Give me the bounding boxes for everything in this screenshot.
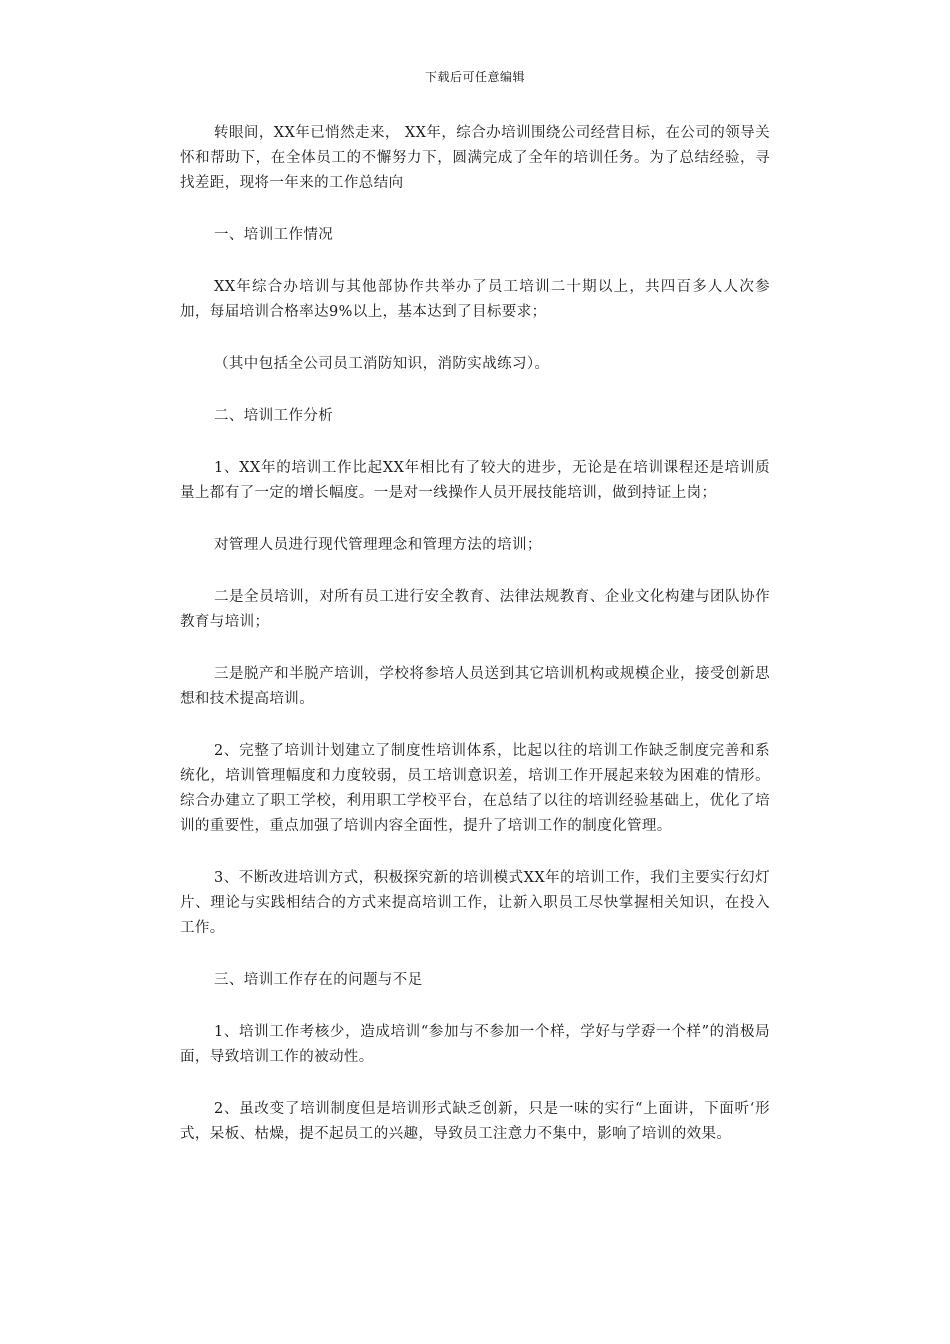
paragraph: 2、完整了培训计划建立了制度性培训体系，比起以往的培训工作缺乏制度完善和系统化，培训管理幅度和力度较弱，员工培训意识差，培训工作开展起来较为困难的情形。综合办建立了职工学校，利用职工学校平台，在总结了以往的培训经验基础上，优化了培训的重要性，重点加强了培训内容全面性，提升了培训工作的制度化管理。 (180, 743, 770, 834)
paragraph: 二是全员培训，对所有员工进行安全教育、法律法规教育、企业文化构建与团队协作教育与培训； (180, 589, 770, 630)
intro-paragraph: 转眼间，XX年已悄然走来， XX年，综合办培训围绕公司经营目标，在公司的领导关怀和帮助下，在全体员工的不懈努力下，圆满完成了全年的培训任务。为了总结经验，寻找差距，现将一年来的工作总结向 (180, 125, 770, 191)
paragraph: XX年综合办培训与其他部协作共举办了员工培训二十期以上，共四百多人人次参加，每届培训合格率达9%以上，基本达到了目标要求； (180, 279, 770, 320)
paragraph: 3、不断改进培训方式，积极探究新的培训模式XX年的培训工作，我们主要实行幻灯片、理论与实践相结合的方式来提高培训工作，让新入职员工尽快掌握相关知识，在投入工作。 (180, 870, 770, 936)
section-heading-2: 二、培训工作分析 (214, 408, 334, 424)
document-body (180, 121, 770, 1174)
paragraph: 2、虽改变了培训制度但是培训形式缺乏创新，只是一味的实行“上面讲，下面听‘形式，呆板、枯燥，提不起员工的兴趣，导致员工注意力不集中，影响了培训的效果。 (180, 1101, 770, 1142)
paragraph: 三是脱产和半脱产培训，学校将参培人员送到其它培训机构或规模企业，接受创新思想和技术提高培训。 (180, 666, 770, 707)
paragraph: 1、培训工作考核少，造成培训“参加与不参加一个样，学好与学孬一个样”的消极局面，导致培训工作的被动性。 (180, 1024, 770, 1065)
paragraph: （其中包括全公司员工消防知识，消防实战练习）。 (214, 356, 550, 372)
paragraph: 对管理人员进行现代管理理念和管理方法的培训； (214, 537, 542, 553)
page-header: 下载后可任意编辑 (424, 70, 525, 84)
section-heading-3: 三、培训工作存在的问题与不足 (214, 972, 423, 988)
section-heading-1: 一、培训工作情况 (214, 227, 334, 243)
paragraph: 1、XX年的培训工作比起XX年相比有了较大的进步，无论是在培训课程还是培训质量上都有了一定的增长幅度。一是对一线操作人员开展技能培训，做到持证上岗； (180, 460, 770, 501)
